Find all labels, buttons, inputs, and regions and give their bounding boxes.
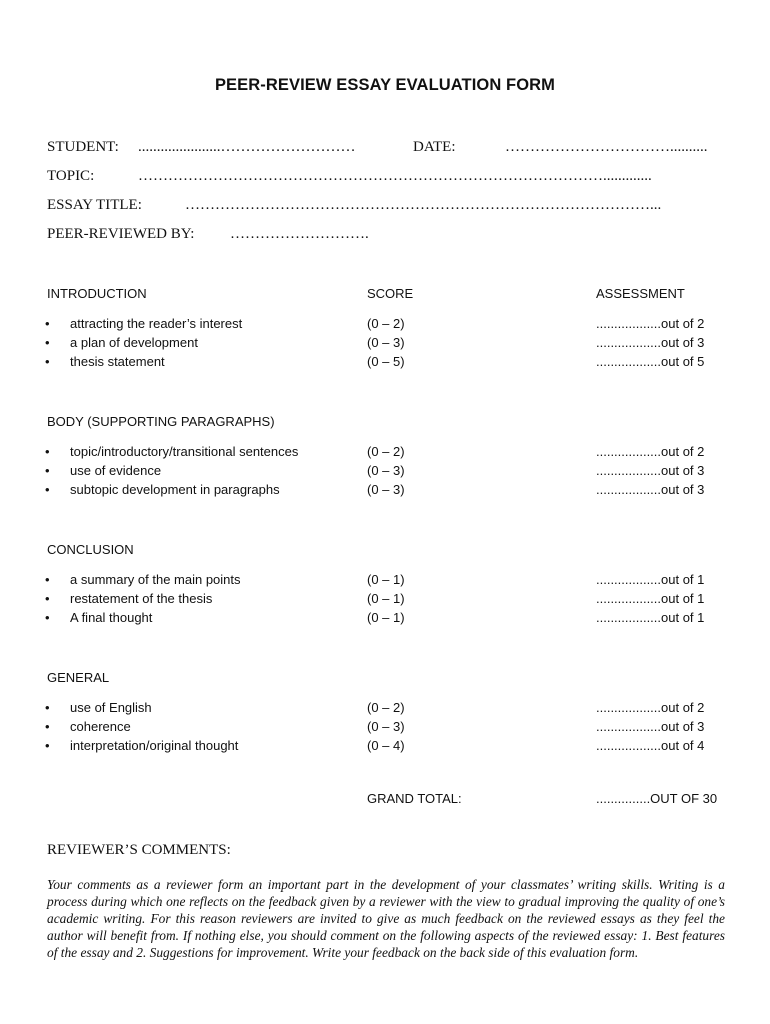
criterion-label: interpretation/original thought (70, 738, 239, 753)
student-field[interactable]: ......................……………………… (138, 139, 356, 155)
criterion-label: A final thought (70, 610, 153, 625)
criterion-label: use of evidence (70, 463, 162, 478)
criterion-row (0, 444, 770, 463)
score-range: (0 – 2) (367, 700, 405, 715)
score-range: (0 – 3) (367, 463, 405, 478)
criterion-row (0, 572, 770, 591)
score-range: (0 – 3) (367, 482, 405, 497)
assessment-column-header: ASSESSMENT (596, 286, 685, 301)
assessment-field[interactable]: ..................out of 1 (596, 610, 705, 625)
bullet: • (45, 463, 50, 478)
bullet: • (45, 316, 50, 331)
bullet: • (45, 591, 50, 606)
assessment-field[interactable]: ..................out of 3 (596, 463, 705, 478)
criterion-label: restatement of the thesis (70, 591, 213, 606)
score-range: (0 – 1) (367, 591, 405, 606)
reviewer-comments-heading: REVIEWER’S COMMENTS: (47, 842, 231, 858)
criterion-row (0, 354, 770, 373)
assessment-field[interactable]: ..................out of 3 (596, 335, 705, 350)
date-field[interactable]: …………………………….......... (505, 139, 708, 155)
criterion-row (0, 482, 770, 501)
criterion-row (0, 719, 770, 738)
assessment-field[interactable]: ..................out of 3 (596, 482, 705, 497)
bullet: • (45, 738, 50, 753)
score-range: (0 – 1) (367, 610, 405, 625)
score-range: (0 – 2) (367, 316, 405, 331)
section-heading-introduction: INTRODUCTION (47, 286, 147, 301)
criterion-label: thesis statement (70, 354, 165, 369)
peer-reviewed-label: PEER-REVIEWED BY: (47, 226, 195, 242)
date-label: DATE: (413, 139, 456, 155)
criterion-label: attracting the reader’s interest (70, 316, 243, 331)
essay-title-field[interactable]: …………………………………………………………………………………... (185, 197, 662, 213)
score-range: (0 – 5) (367, 354, 405, 369)
criterion-row (0, 738, 770, 757)
section-heading-general: GENERAL (47, 670, 110, 685)
assessment-field[interactable]: ..................out of 5 (596, 354, 705, 369)
essay-title-label: ESSAY TITLE: (47, 197, 142, 213)
section-heading-body: BODY (SUPPORTING PARAGRAPHS) (47, 414, 275, 429)
grand-total-field[interactable]: ...............OUT OF 30 (596, 791, 718, 806)
score-range: (0 – 2) (367, 444, 405, 459)
bullet: • (45, 572, 50, 587)
score-range: (0 – 3) (367, 719, 405, 734)
bullet: • (45, 700, 50, 715)
bullet: • (45, 610, 50, 625)
topic-field[interactable]: …………………………………………………………………………………............. (138, 168, 652, 184)
form-title: PEER-REVIEW ESSAY EVALUATION FORM (214, 76, 556, 94)
topic-label: TOPIC: (47, 168, 95, 184)
assessment-field[interactable]: ..................out of 1 (596, 572, 705, 587)
assessment-field[interactable]: ..................out of 2 (596, 444, 705, 459)
section-heading-conclusion: CONCLUSION (47, 542, 134, 557)
bullet: • (45, 335, 50, 350)
assessment-field[interactable]: ..................out of 2 (596, 316, 705, 331)
criterion-label: use of English (70, 700, 152, 715)
bullet: • (45, 719, 50, 734)
criterion-label: a plan of development (70, 335, 198, 350)
criterion-label: a summary of the main points (70, 572, 241, 587)
score-column-header: SCORE (367, 286, 414, 301)
bullet: • (45, 482, 50, 497)
bullet: • (45, 354, 50, 369)
criterion-label: coherence (70, 719, 131, 734)
criterion-row (0, 591, 770, 610)
bullet: • (45, 444, 50, 459)
peer-reviewed-field[interactable]: ………………………. (230, 226, 369, 242)
assessment-field[interactable]: ..................out of 3 (596, 719, 705, 734)
criterion-row (0, 610, 770, 629)
score-range: (0 – 3) (367, 335, 405, 350)
criterion-label: subtopic development in paragraphs (70, 482, 280, 497)
grand-total-label: GRAND TOTAL: (367, 791, 462, 806)
criterion-row (0, 316, 770, 335)
criterion-row (0, 335, 770, 354)
assessment-field[interactable]: ..................out of 2 (596, 700, 705, 715)
score-range: (0 – 4) (367, 738, 405, 753)
assessment-field[interactable]: ..................out of 1 (596, 591, 705, 606)
assessment-field[interactable]: ..................out of 4 (596, 738, 705, 753)
criterion-label: topic/introductory/transitional sentences (70, 444, 299, 459)
student-label: STUDENT: (47, 139, 119, 155)
criterion-row (0, 700, 770, 719)
reviewer-comments-instructions: Your comments as a reviewer form an important part in the development of your classmates’ writing skills. Writing is a process during which one reflects on the feedback given by a reviewer with the view to gradual improving the quality of one’s academic writing. For this reason reviewers are invited to give as much feedback on the reviewed essays as they feel the author will benefit from. If nothing else, you should comment on the following aspects of the reviewed essay: 1. Best features of the essay and 2. Suggestions for improvement. Write your feedback on the back side of this evaluation form. (47, 877, 725, 960)
criterion-row (0, 463, 770, 482)
score-range: (0 – 1) (367, 572, 405, 587)
